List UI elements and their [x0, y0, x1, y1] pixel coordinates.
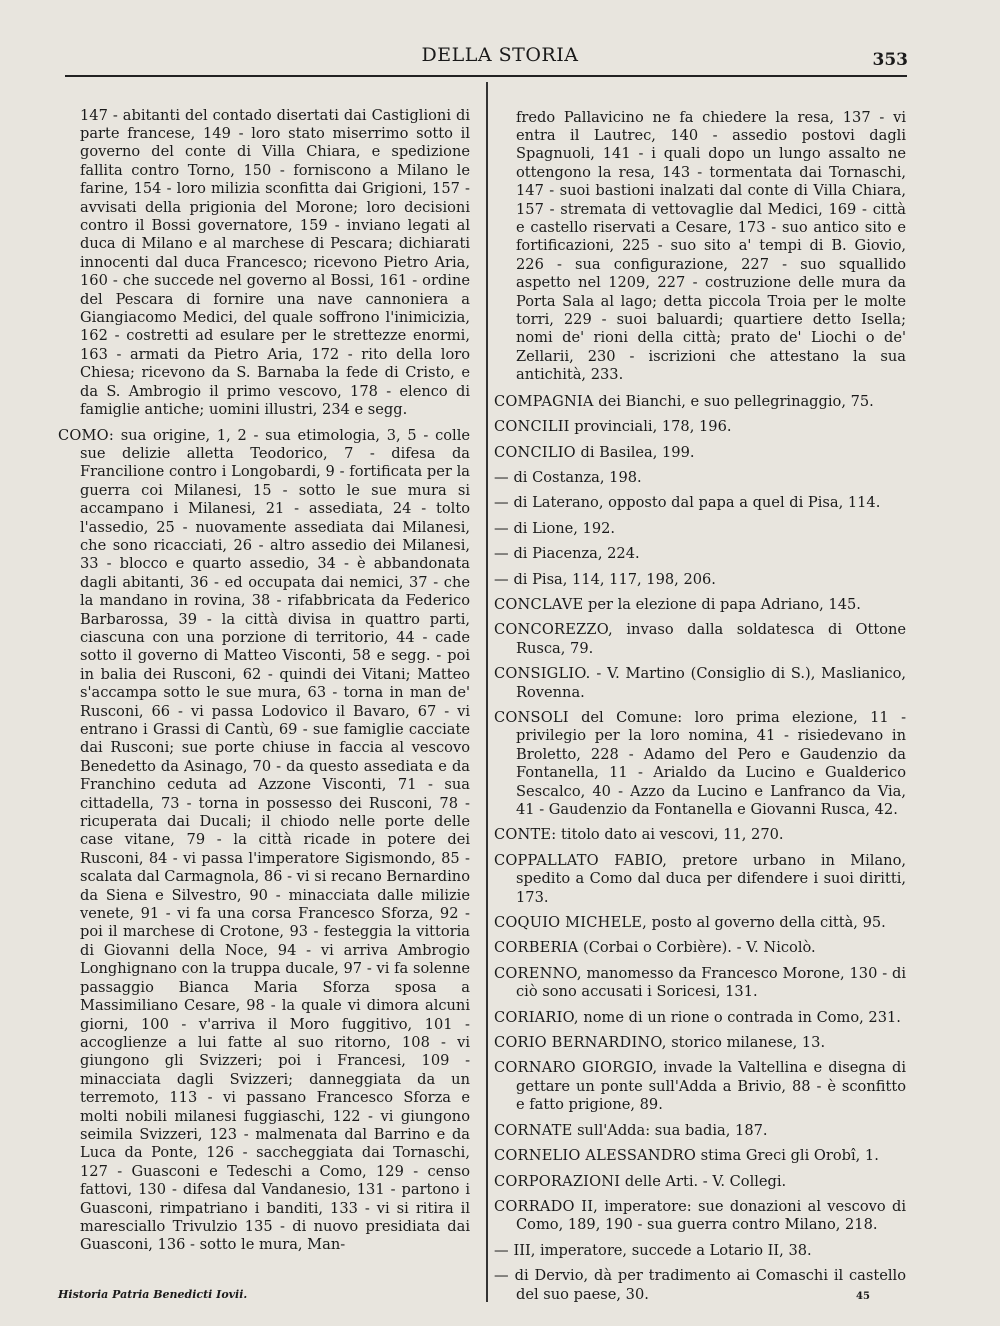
entry-text: del Comune: loro prima elezione, 11 - privilegio per la loro nomina, 41 - risiedevano in Broletto, 228 - Adamo del Pero e Gaudenzio da Fontanella, 11 - Arialdo da Lucino e Gualderico Sescalco, 40 - Azzo da Lucino e Lanfranco da Via, 41 - Gaudenzio da Fontanella e Giovanni Rusca, 42.	[516, 708, 906, 818]
entry-lemma: CORPORAZIONI	[494, 1172, 621, 1190]
entry-lemma: COPPALLATO FABIO,	[494, 851, 668, 869]
entry-text: delle Arti. - V. Collegi.	[624, 1172, 787, 1190]
entry-text: di Lione, 192.	[513, 519, 616, 537]
index-entry	[494, 520, 906, 538]
index-entry	[494, 965, 906, 1002]
entry-text: manomesso da Francesco Morone, 130 - di ciò sono accusati i Soricesi, 131.	[516, 964, 906, 1001]
index-entry	[494, 826, 906, 844]
entry-lemma: CONCILIO	[494, 443, 576, 461]
index-entry	[494, 494, 906, 512]
index-entry	[494, 621, 906, 658]
entry-text: di Dervio, dà per tradimento ai Comaschi il castello del suo paese, 30.	[514, 1267, 906, 1303]
entry-lemma: CORIARIO,	[494, 1008, 579, 1026]
entry-text: titolo dato ai vescovi, 11, 270.	[561, 826, 784, 844]
entry-lemma: COQUIO MICHELE,	[494, 914, 647, 932]
entry-lemma: CORNATE	[494, 1121, 573, 1139]
entry-text: storico milanese, 13.	[671, 1034, 826, 1052]
entry-lemma: CORNELIO ALESSANDRO	[494, 1147, 696, 1165]
entry-text: invaso dalla soldatesca di Ottone Rusca, 79.	[516, 621, 907, 657]
index-entry	[494, 1198, 906, 1235]
entry-lemma: —	[494, 1241, 509, 1259]
entry-lemma: —	[494, 468, 509, 486]
entry-lemma: —	[494, 570, 509, 588]
index-entry	[494, 444, 906, 462]
entry-text: - V. Martino (Consiglio di S.), Maslianico, Rovenna.	[516, 665, 907, 701]
entry-text: stima Greci gli Orobî, 1.	[700, 1147, 879, 1165]
entry-text: imperatore: sue donazioni al vescovo di Como, 189, 190 - sua guerra contro Milano, 218.	[516, 1197, 906, 1234]
entry-lemma: CORNARO GIORGIO,	[494, 1059, 658, 1077]
entry-lemma: CONSIGLIO.	[494, 665, 591, 683]
entry-text: pretore urbano in Milano, spedito a Como dal duca per difendere i suoi diritti, 173.	[516, 851, 906, 906]
page-header	[0, 44, 1000, 74]
page-number: 353	[872, 50, 908, 70]
index-entry	[494, 665, 906, 702]
entry-text: dei Bianchi, e suo pellegrinaggio, 75.	[598, 392, 874, 410]
entry-text: di Piacenza, 224.	[513, 545, 640, 563]
index-entry	[494, 469, 906, 487]
running-title: DELLA STORIA	[421, 44, 579, 66]
entry-lemma: CONTE:	[494, 826, 557, 844]
index-entry	[494, 393, 906, 411]
entry-lemma: —	[494, 1267, 509, 1285]
entry-text: di Laterano, opposto dal papa a quel di Pisa, 114.	[513, 494, 881, 512]
entry-text: posto al governo della città, 95.	[651, 914, 886, 932]
index-entries	[494, 393, 906, 1304]
index-entry	[494, 1059, 906, 1114]
entry-lemma: —	[494, 519, 509, 537]
printer-signature: Historia Patria Benedicti Iovii.	[58, 1288, 248, 1301]
index-entry	[494, 596, 906, 614]
entry-lemma: —	[494, 494, 509, 512]
index-entry	[494, 914, 906, 932]
entry-text: di Costanza, 198.	[513, 468, 642, 486]
index-entry	[494, 571, 906, 589]
index-entry	[494, 545, 906, 563]
column-divider	[486, 82, 488, 1302]
index-entry	[494, 1242, 906, 1260]
header-rule	[65, 75, 907, 77]
entry-text: sull'Adda: sua badia, 187.	[577, 1121, 768, 1139]
entry-lemma: CONCILII	[494, 418, 570, 436]
index-entry	[494, 939, 906, 957]
entry-text: invade la Valtellina e disegna di gettare un ponte sull'Adda a Brivio, 88 - è sconfitto e fatto prigione, 89.	[516, 1059, 907, 1114]
entry-lemma: CORBERIA	[494, 939, 579, 957]
index-entry	[494, 709, 906, 819]
index-entry	[494, 1267, 906, 1304]
entry-lemma: CORIO BERNARDINO,	[494, 1034, 667, 1052]
index-entry	[494, 1122, 906, 1140]
index-entry	[494, 1009, 906, 1027]
entry-text: provinciali, 178, 196.	[574, 418, 732, 436]
entry-continuation: 147 - abitanti del contado disertati dai Castiglioni di parte francese, 149 - loro stato miserrimo sotto il governo del conte di Villa Chiara, e spedizione fallita contro Torno, 150 - forniscono a Milano le farine, 154 - loro milizia sconfitta dai Grigioni, 157 - avvisati della prigionia del Morone; loro decisioni contro il Bossi governatore, 159 - inviano legati al duca di Milano e al marchese di Pescara; dichiarati innocenti dal duca Francesco; ricevono Pietro Aria, 160 - che succede nel governo al Bossi, 161 - ordine del Pescara di fornire una nave cannoniera a Giangiacomo Medici, del quale soffrono l'inimicizia, 162 - costretti ad esulare per le strettezze enormi, 163 - armati da Pietro Aria, 172 - rito della loro Chiesa; ricevono da S. Barnaba la fede di Cristo, e da S. Ambrogio il primo vescovo, 178 - elenco di famiglie antiche; uomini illustri, 234 e segg.	[80, 106, 470, 419]
entry-lemma: —	[494, 545, 509, 563]
entry-como	[58, 427, 470, 1255]
entry-text: (Corbai o Corbière). - V. Nicolò.	[583, 939, 816, 957]
entry-lemma: CONCLAVE	[494, 595, 584, 613]
index-entry	[494, 1034, 906, 1052]
entry-text: sua origine, 1, 2 - sua etimologia, 3, 5 - colle sue delizie alletta Teodorico, 7 - difesa da Francilione contro i Longobardi, 9 - fortificata per la guerra coi Milanesi, 15 - sotto le sue mura si accampano i Milanesi, 21 - assediata, 24 - tolto l'assedio, 25 - nuovamente assediata dai Milanesi, che sono ricacciati, 26 - altro assedio dei Milanesi, 33 - blocco e quarto assedio, 34 - è abbandonata dagli abitanti, 36 - ed occupata dai nemici, 37 - che la mandano in rovina, 38 - rifabbricata da Federico Barbarossa, 39 - la città divisa in quattro parti, ciascuna con una porzione di territorio, 44 - cade sotto il governo di Matteo Visconti, 58 e segg. - poi in balia dei Rusconi, 62 - quindi dei Vitani; Matteo s'accampa sotto le sue mura, 63 - torna in man de' Rusconi, 66 - vi passa Lodovico il Bavaro, 67 - vi entrano i Grassi di Cantù, 69 - sue famiglie cacciate dai Rusconi; sue porte chiuse in faccia al vescovo Benedetto da Asinago, 70 - da questo assediata e da Franchino ceduta ad Azzone Visconti, 71 - sua cittadella, 73 - torna in possesso dei Rusconi, 78 - ricuperata dai Ducali; il chiodo nelle porte delle case vitane, 79 - la città ricade in potere dei Rusconi, 84 - vi passa l'imperatore Sigismondo, 85 - scalata dal Carmagnola, 86 - vi si recano Bernardino da Siena e Silvestro, 90 - minacciata dalle milizie venete, 91 - vi fa una corsa Francesco Sforza, 92 - poi il marchese di Crotone, 93 - festeggia la vittoria di Giovanni della Noce, 94 - vi arriva Ambrogio Longhignano con la truppa ducale, 97 - vi fa solenne passaggio Bianca Maria Sforza sposa a Massimiliano Cesare, 98 - la quale vi dimora alcuni giorni, 100 - v'arriva il Moro fuggitivo, 101 - accoglienze a lui fatte al suo ritorno, 108 - vi giungono gli Svizzeri; poi i Francesi, 109 - minacciata dagli Svizzeri; danneggiata da un terremoto, 113 - vi passano Francesco Sforza e molti nobili milanesi fuggiaschi, 122 - vi giungono seimila Svizzeri, 123 - malmenata dal Barrino e da Luca da Ponte, 126 - saccheggiata dai Tornaschi, 127 - Guasconi e Tedeschi a Como, 129 - censo fattovi, 130 - difesa dal Vandanesio, 131 - partono i Guasconi, rimpatriano i banditi, 133 - vi si ritira il maresciallo Trivulzio 135 - di nuovo presidiata dai Guasconi, 136 - sotto le mura, Man-	[80, 426, 471, 1254]
index-entry	[494, 1147, 906, 1165]
index-entry	[494, 852, 906, 907]
right-column	[494, 94, 906, 1311]
entry-text: III, imperatore, succede a Lotario II, 38.	[513, 1241, 812, 1259]
entry-text: per la elezione di papa Adriano, 145.	[588, 595, 861, 613]
entry-lemma: COMPAGNIA	[494, 392, 594, 410]
entry-text: di Basilea, 199.	[580, 443, 695, 461]
index-entry	[494, 1173, 906, 1191]
entry-text: nome di un rione o contrada in Como, 231.	[583, 1008, 901, 1026]
entry-lemma: CORENNO,	[494, 964, 582, 982]
entry-lemma: CORRADO II,	[494, 1197, 599, 1215]
entry-lemma: CONSOLI	[494, 708, 569, 726]
left-column	[58, 92, 470, 1262]
entry-lemma: CONCOREZZO,	[494, 621, 613, 639]
entry-text: di Pisa, 114, 117, 198, 206.	[513, 570, 716, 588]
entry-continuation: fredo Pallavicino ne fa chiedere la resa, 137 - vi entra il Lautrec, 140 - assedio postovi dagli Spagnuoli, 141 - i quali dopo un lungo assalto ne ottengono la resa, 143 - tormentata dai Tornaschi, 147 - suoi bastioni inalzati dal conte di Villa Chiara, 157 - stremata di vettovaglie dal Medici, 169 - città e castello riservati a Cesare, 173 - suo antico sito e fortificazioni, 225 - suo sito a' tempi di B. Giovio, 226 - sua configurazione, 227 - suo squallido aspetto nel 1209, 227 - costruzione delle mura da Porta Sala al lago; detta piccola Troia per le molte torri, 229 - suoi baluardi; quartiere detto Isella; nomi de' rioni della città; prato de' Liochi o de' Zellarii, 230 - iscrizioni che attestano la sua antichità, 233.	[516, 108, 906, 384]
index-entry	[494, 418, 906, 436]
signature-number: 45	[856, 1291, 870, 1302]
entry-lemma: COMO:	[58, 426, 114, 444]
